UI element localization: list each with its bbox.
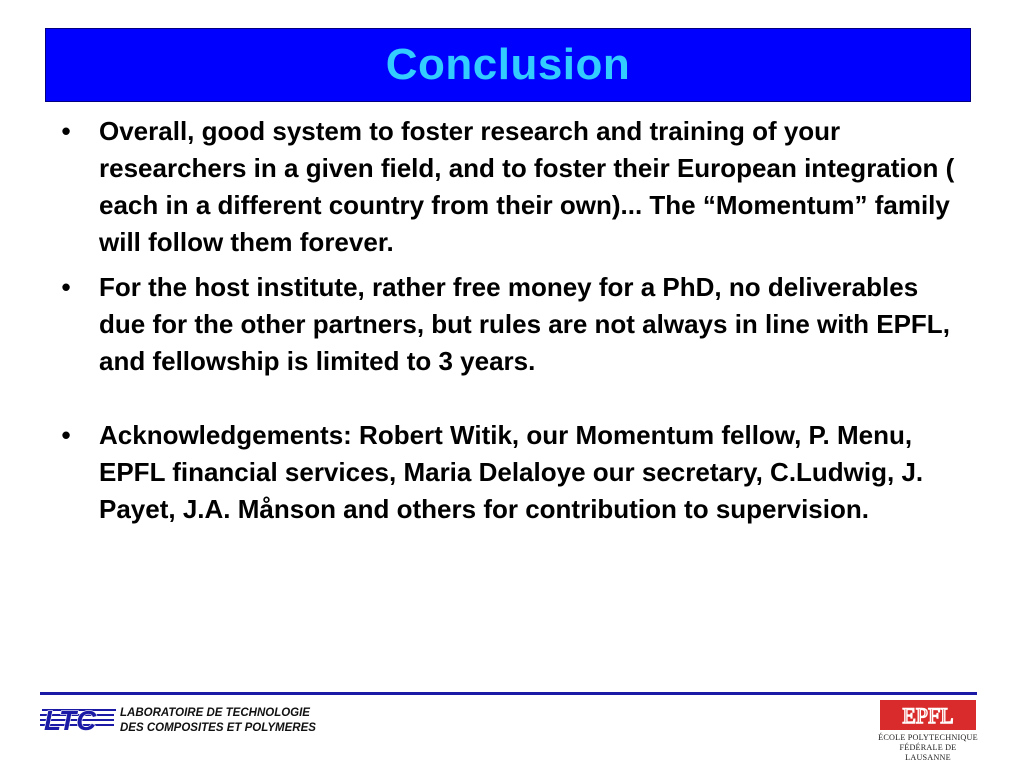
bullet-text: Overall, good system to foster research and training of your researchers in a given field, and to foster their European integration ( each in a different country from their own)... The “Momentum” family will follow them forever. [99, 116, 955, 257]
ltc-logo-line2: DES COMPOSITES ET POLYMERES [120, 722, 316, 734]
epfl-logo-text [878, 733, 978, 763]
bullet-text: For the host institute, rather free money for a PhD, no deliverables due for the other partners, but rules are not always in line with EPFL, and fellowship is limited to 3 years. [99, 272, 950, 376]
slide-title: Conclusion [385, 40, 631, 89]
bullet-item [56, 113, 966, 261]
bullet-icon: • [61, 116, 71, 146]
bullet-icon: • [61, 420, 71, 450]
ltc-logo-initials: LTC [44, 705, 97, 735]
bullet-icon: • [61, 272, 71, 302]
footer-divider [40, 692, 977, 695]
bullet-item [56, 269, 966, 380]
ltc-logo [40, 703, 330, 735]
bullet-item [56, 417, 966, 528]
epfl-logo-line2: FÉDÉRALE DE LAUSANNE [899, 743, 957, 762]
epfl-logo-mark [880, 700, 976, 730]
title-bar [45, 28, 971, 102]
epfl-logo-mark-text: EPFL [902, 703, 954, 728]
epfl-logo [878, 700, 978, 762]
bullet-text: Acknowledgements: Robert Witik, our Momentum fellow, P. Menu, EPFL financial services, Maria Delaloye our secretary, C.Ludwig, J. Payet, J.A. Månson and others for contribution to supervision. [99, 420, 924, 524]
ltc-logo-line1: LABORATOIRE DE TECHNOLOGIE [120, 707, 310, 719]
epfl-logo-line1: ÉCOLE POLYTECHNIQUE [878, 733, 978, 742]
bullet-list [56, 113, 966, 536]
